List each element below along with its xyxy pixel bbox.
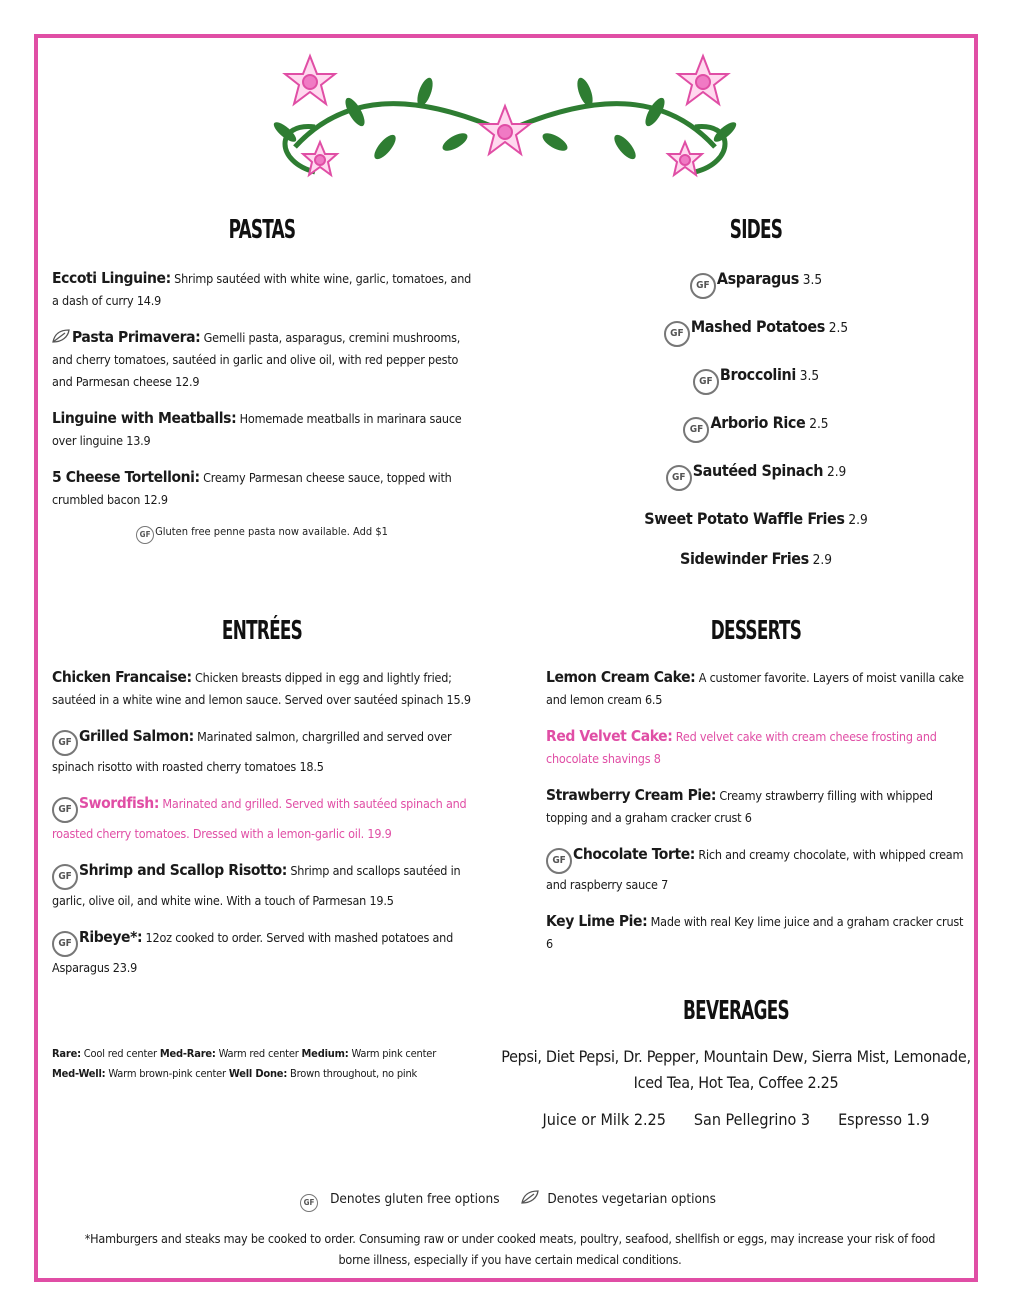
beverage-espresso: Espresso 1.9 <box>838 1110 930 1129</box>
item-name: Chocolate Torte: <box>573 845 695 863</box>
menu-item-key-lime-pie <box>546 910 966 955</box>
side-item-sweet-potato-fries: Sweet Potato Waffle Fries 2.9 <box>644 509 868 528</box>
leaf-icon <box>52 329 70 343</box>
item-desc: Rich and creamy chocolate, with whipped cream and raspberry sauce 7 <box>546 847 964 892</box>
item-desc: 12oz cooked to order. Served with mashed potatoes and Asparagus 23.9 <box>52 930 454 975</box>
beverages-section <box>496 996 976 1129</box>
menu-item-strawberry-cream-pie <box>546 784 966 829</box>
gf-badge-icon: GF <box>52 730 78 756</box>
side-item-arborio-rice: GF Arborio Rice 2.5 <box>546 409 966 457</box>
menu-item-chicken-francaise <box>52 666 472 711</box>
beverage-list: Pepsi, Diet Pepsi, Dr. Pepper, Mountain Dew, Sierra Mist, Lemonade, Iced Tea, Hot Tea, Coffee 2.25 <box>501 1047 971 1092</box>
item-name: Swordfish: <box>79 794 160 812</box>
beverages-heading: BEVERAGES <box>683 996 789 1026</box>
menu-item-chocolate-torte <box>546 843 966 896</box>
sides-heading: SIDES <box>729 215 783 245</box>
sides-section <box>546 215 966 585</box>
gf-badge-icon: GF <box>683 417 709 443</box>
item-name: Pasta Primavera: <box>72 328 201 346</box>
beverage-pellegrino: San Pellegrino 3 <box>693 1110 811 1129</box>
doneness-guide: Rare: Cool red center Med-Rare: Warm red center Medium: Warm pink center Med-Well: Warm brown-pink center Well Done: Brown throughout, no pink <box>52 1047 437 1080</box>
item-name: Key Lime Pie: <box>546 912 648 930</box>
gf-badge-icon: GF <box>52 864 78 890</box>
pastas-heading: PASTAS <box>228 215 296 245</box>
item-desc: Made with real Key lime juice and a graham cracker crust 6 <box>546 914 964 951</box>
legend-gf: GF Denotes gluten free options <box>294 1191 505 1207</box>
beverage-extras <box>496 1110 976 1129</box>
item-desc: Shrimp and scallops sautéed in garlic, olive oil, and white wine. With a touch of Parmesan 19.5 <box>52 863 461 908</box>
side-item-sidewinder-fries: Sidewinder Fries 2.9 <box>680 549 832 568</box>
gf-badge-icon: GF <box>136 526 154 544</box>
item-name: Strawberry Cream Pie: <box>546 786 717 804</box>
gf-badge-icon: GF <box>693 369 719 395</box>
menu-item-swordfish <box>52 792 472 845</box>
item-name: Chicken Francaise: <box>52 668 192 686</box>
menu-item-5-cheese-tortelloni <box>52 466 472 511</box>
gf-badge-icon: GF <box>666 465 692 491</box>
side-item-broccolini: GF Broccolini 3.5 <box>546 361 966 409</box>
item-desc: Red velvet cake with cream cheese frosting and chocolate shavings 8 <box>546 729 937 766</box>
menu-item-lemon-cream-cake <box>546 666 966 711</box>
item-name: Eccoti Linguine: <box>52 269 171 287</box>
item-name: Lemon Cream Cake: <box>546 668 696 686</box>
gluten-free-pasta-note: GF Gluten free penne pasta now available. Add $1 <box>52 525 472 544</box>
legend-veg: Denotes vegetarian options <box>521 1191 722 1207</box>
desserts-section <box>546 616 966 969</box>
beverage-juice: Juice or Milk 2.25 <box>542 1110 666 1129</box>
menu-item-ribeye <box>52 926 472 979</box>
item-name: Ribeye*: <box>79 928 143 946</box>
gf-badge-icon: GF <box>52 797 78 823</box>
flower-vine-ornament <box>255 52 755 192</box>
menu-item-grilled-salmon <box>52 725 472 778</box>
item-name: Red Velvet Cake: <box>546 727 673 745</box>
pastas-section <box>52 215 472 544</box>
item-desc: Gemelli pasta, asparagus, cremini mushrooms, and cherry tomatoes, sautéed in garlic and olive oil, with red pepper pesto and Parmesan cheese 12.9 <box>52 330 461 389</box>
gf-badge-icon: GF <box>300 1194 318 1212</box>
item-name: 5 Cheese Tortelloni: <box>52 468 200 486</box>
legend <box>0 1190 1016 1212</box>
item-desc: Creamy strawberry filling with whipped topping and a graham cracker crust 6 <box>546 788 933 825</box>
gf-badge-icon: GF <box>690 273 716 299</box>
food-safety-disclaimer: *Hamburgers and steaks may be cooked to order. Consuming raw or under cooked meats, poultry, seafood, shellfish or eggs, may increase your risk of food borne illness, especially if you have certain medical conditions. <box>84 1231 936 1267</box>
gf-badge-icon: GF <box>664 321 690 347</box>
item-desc: Marinated salmon, chargrilled and served over spinach risotto with roasted cherry tomatoes 18.5 <box>52 729 452 774</box>
item-name: Grilled Salmon: <box>79 727 194 745</box>
item-desc: Marinated and grilled. Served with sautéed spinach and roasted cherry tomatoes. Dressed with a lemon-garlic oil. 19.9 <box>52 796 467 841</box>
entrees-heading: ENTRÉES <box>221 616 303 646</box>
gf-badge-icon: GF <box>52 931 78 957</box>
item-desc: A customer favorite. Layers of moist vanilla cake and lemon cream 6.5 <box>546 670 964 707</box>
desserts-heading: DESSERTS <box>710 616 802 646</box>
item-desc: Creamy Parmesan cheese sauce, topped with crumbled bacon 12.9 <box>52 470 452 507</box>
menu-item-shrimp-scallop-risotto <box>52 859 472 912</box>
menu-item-linguine-meatballs <box>52 407 472 452</box>
item-desc: Chicken breasts dipped in egg and lightly fried; sautéed in a white wine and lemon sauce. Served over sautéed spinach 15.9 <box>52 670 471 707</box>
entrees-section <box>52 616 472 993</box>
side-item-sauteed-spinach: GF Sautéed Spinach 2.9 <box>546 457 966 505</box>
menu-item-pasta-primavera <box>52 326 472 393</box>
item-desc: Homemade meatballs in marinara sauce over linguine 13.9 <box>52 411 462 448</box>
gf-badge-icon: GF <box>546 848 572 874</box>
item-desc: Shrimp sautéed with white wine, garlic, tomatoes, and a dash of curry 14.9 <box>52 271 472 308</box>
side-item-mashed-potatoes: GF Mashed Potatoes 2.5 <box>546 313 966 361</box>
item-name: Linguine with Meatballs: <box>52 409 237 427</box>
menu-item-eccoti-linguine <box>52 267 472 312</box>
menu-item-red-velvet-cake <box>546 725 966 770</box>
side-item-asparagus: GF Asparagus 3.5 <box>546 265 966 313</box>
item-name: Shrimp and Scallop Risotto: <box>79 861 287 879</box>
leaf-icon <box>521 1190 539 1204</box>
